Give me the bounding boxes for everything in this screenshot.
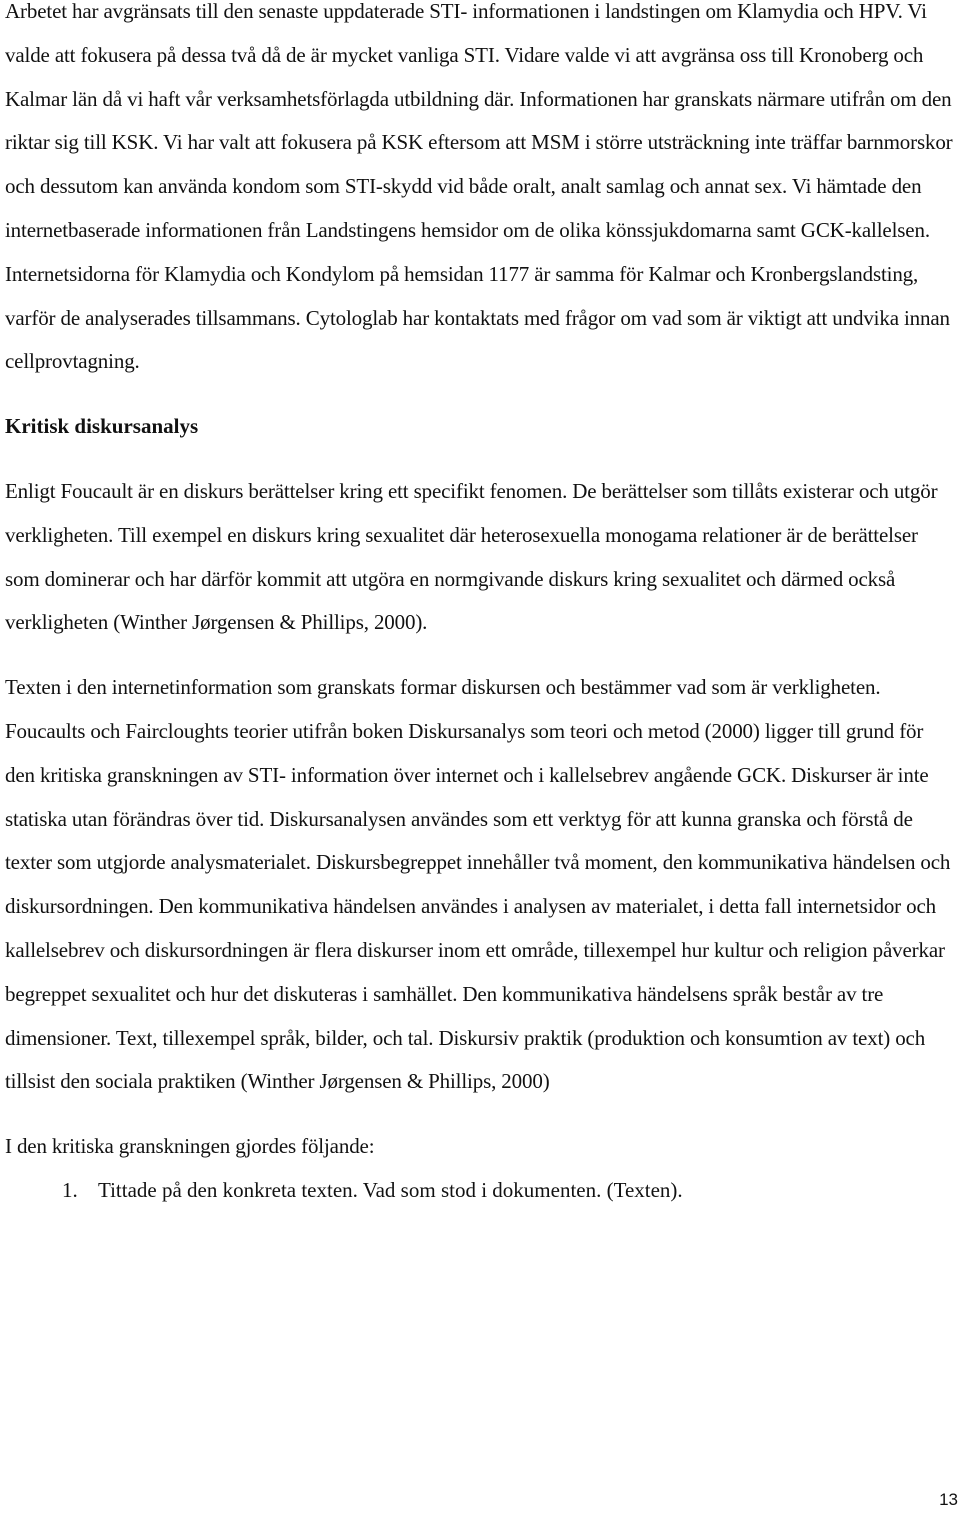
page-number: 13	[939, 1490, 958, 1509]
paragraph-foucault: Enligt Foucault är en diskurs berättelser kring ett specifikt fenomen. De berättelser som tillåts existerar och utgör verkligheten. Till exempel en diskurs kring sexualitet där heterosexuella monogama relationer är de berättelser som dominerar och har därför kommit att utgöra en normgivande diskurs kring sexualitet och därmed också verkligheten (Winther Jørgensen & Phillips, 2000).	[5, 478, 938, 635]
list-item	[5, 1169, 957, 1213]
review-steps-list	[5, 1169, 957, 1213]
paragraph-review-intro: I den kritiska granskningen gjordes följande:	[5, 1134, 375, 1159]
list-item-text: Tittade på den konkreta texten. Vad som stod i dokumenten. (Texten).	[98, 1177, 683, 1202]
paragraph-discourse-analysis: Texten i den internetinformation som granskats formar diskursen och bestämmer vad som är verkligheten. Foucaults och Faircloughts teorier utifrån boken Diskursanalys som teori och metod (2000) ligger till grund för den kritiska granskningen av STI- information över internet och i kallelsebrev angående GCK. Diskurser är inte statiska utan förändras över tid. Diskursanalysen användes som ett verktyg för att kunna granska och förstå de texter som utgjorde analysmaterialet. Diskursbegreppet innehåller två moment, den kommunikativa händelsen och diskursordningen. Den kommunikativa händelsen användes i analysen av materialet, i detta fall internetsidor och kallelsebrev och diskursordningen är flera diskurser inom ett område, tillexempel hur kultur och religion påverkar begreppet sexualitet och hur det diskuteras i samhället. Den kommunikativa händelsens språk består av tre dimensioner. Text, tillexempel språk, bilder, och tal. Diskursiv praktik (produktion och konsumtion av text) och tillsist den sociala praktiken (Winther Jørgensen & Phillips, 2000)	[5, 675, 951, 1094]
paragraph-delimitation: Arbetet har avgränsats till den senaste uppdaterade STI- informationen i landstingen om Klamydia och HPV. Vi valde att fokusera på dessa två då de är mycket vanliga STI. Vidare valde vi att avgränsa oss till Kronoberg och Kalmar län då vi haft vår verksamhetsförlagda utbildning där. Informationen har granskats närmare utifrån om den riktar sig till KSK. Vi har valt att fokusera på KSK eftersom att MSM i större utsträckning inte träffar barnmorskor och dessutom kan använda kondom som STI-skydd vid både oralt, analt samlag och annat sex. Vi hämtade den internetbaserade informationen från Landstingens hemsidor om de olika könssjukdomarna samt GCK-kallelsen. Internetsidorna för Klamydia och Kondylom på hemsidan 1177 är samma för Kalmar och Kronbergslandsting, varför de analyserades tillsammans. Cytologlab har kontaktats med frågor om vad som är viktigt att undvika innan cellprovtagning.	[5, 0, 953, 374]
list-item-number: 1.	[62, 1177, 78, 1202]
document-page	[5, 0, 957, 1213]
section-heading: Kritisk diskursanalys	[5, 414, 199, 439]
